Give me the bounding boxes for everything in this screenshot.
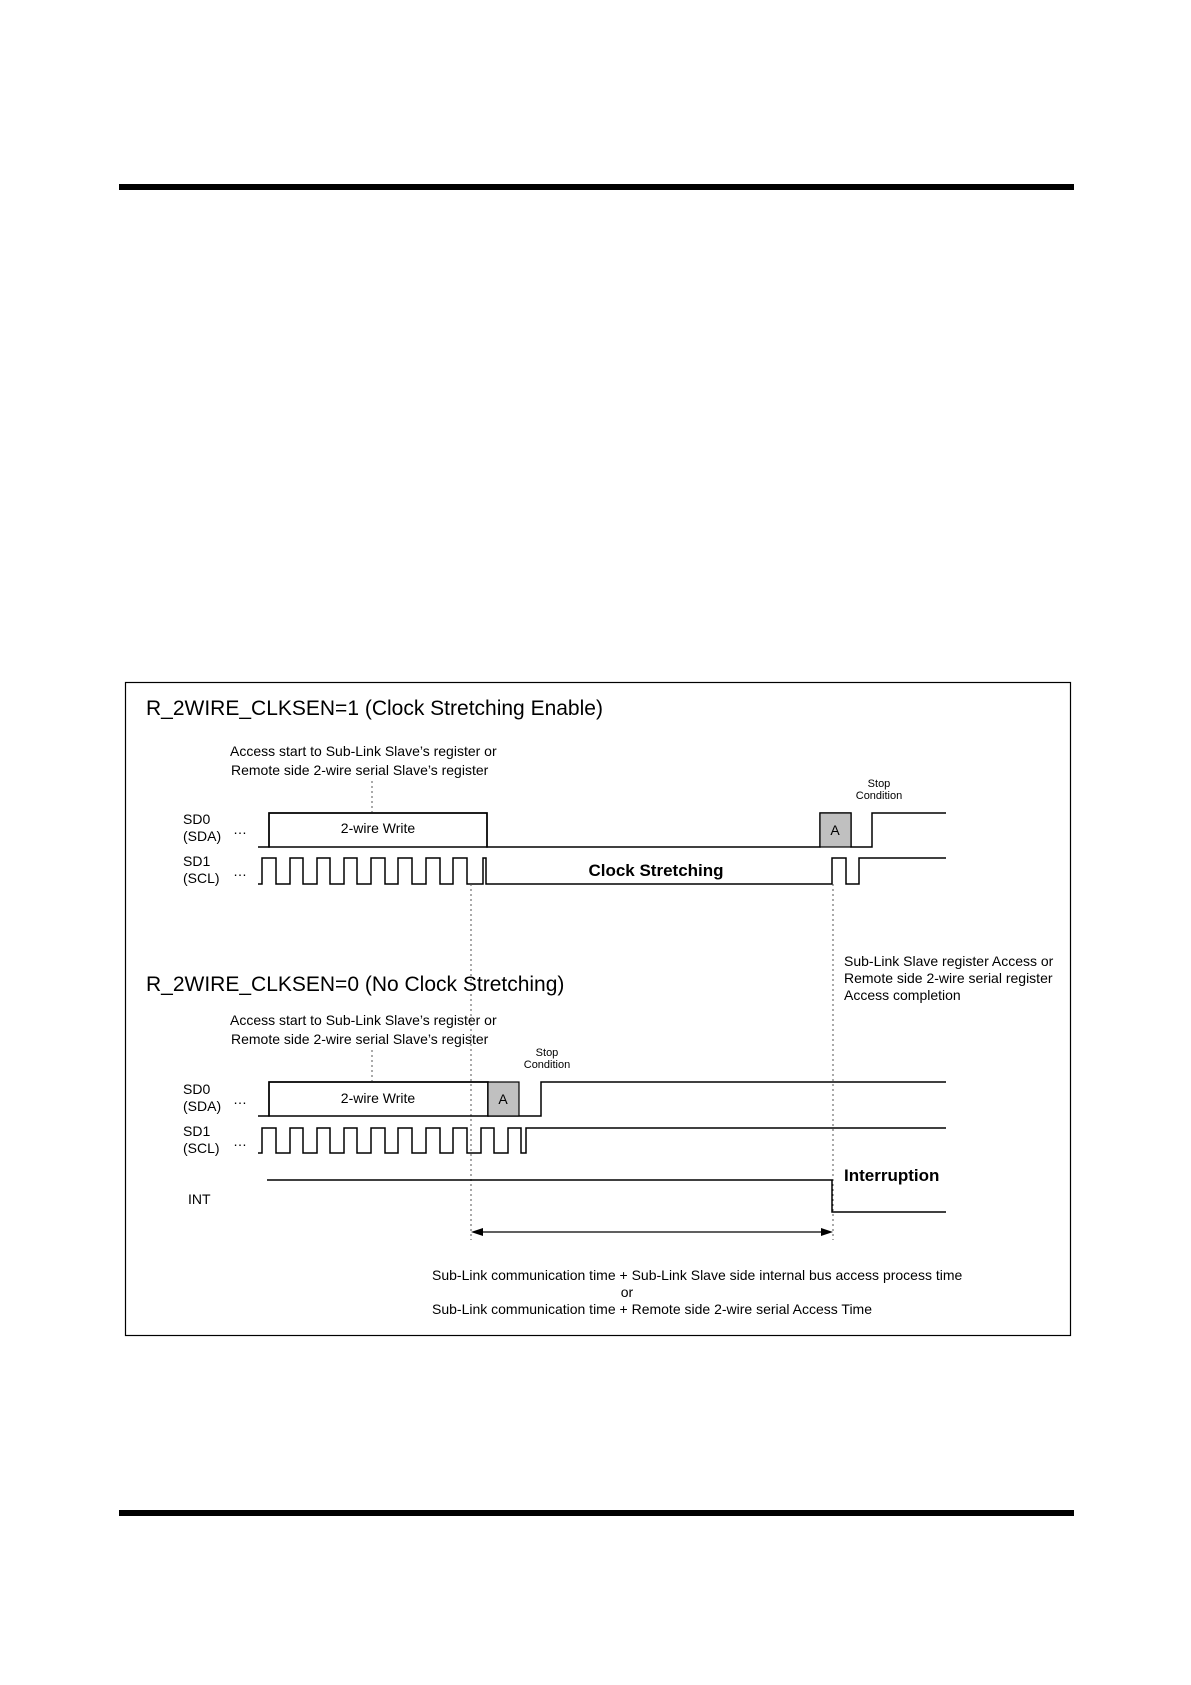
nostretch-scl-label: (SCL) <box>183 1140 220 1156</box>
nostretch-sda-dots: … <box>233 1091 247 1107</box>
stretch-ack-label: A <box>830 822 840 838</box>
nostretch-stop-label-line2: Condition <box>523 1059 571 1071</box>
nostretch-ack-label: A <box>498 1091 508 1107</box>
stretch-access-note-line2: Remote side 2-wire serial Slave’s register <box>231 762 489 778</box>
completion-note-line2: Remote side 2-wire serial register <box>844 970 1053 986</box>
stretch-clock-stretching-label: Clock Stretching <box>588 861 724 880</box>
nostretch-scl-waveform <box>258 1128 946 1153</box>
nostretch-access-note-line1: Access start to Sub-Link Slave’s register or <box>230 1012 497 1028</box>
nostretch-access-note-line2: Remote side 2-wire serial Slave’s register <box>231 1031 489 1047</box>
stretch-access-note-line1: Access start to Sub-Link Slave’s register or <box>230 743 497 759</box>
timing-arrow-left-head <box>471 1228 483 1236</box>
nostretch-sda-label: (SDA) <box>183 1098 222 1114</box>
stretch-sd0-label: SD0 <box>183 811 211 827</box>
timing-note-line1: Sub-Link communication time + Sub-Link Slave side internal bus access process time <box>432 1267 963 1283</box>
stretch-sda-dots: … <box>233 821 247 837</box>
nostretch-write-label: 2-wire Write <box>340 1090 416 1106</box>
nostretch-scl-dots: … <box>233 1133 247 1149</box>
stretch-scl-dots: … <box>233 863 247 879</box>
timing-note-line2: or <box>620 1284 634 1300</box>
nostretch-sd0-label: SD0 <box>183 1081 211 1097</box>
stretch-sd1-label: SD1 <box>183 853 211 869</box>
interruption-label: Interruption <box>844 1166 940 1185</box>
diagram-frame <box>126 683 1071 1336</box>
stretch-sda-label: (SDA) <box>183 828 222 844</box>
nostretch-stop-label-line1: Stop <box>535 1047 559 1059</box>
stretch-stop-label-line1: Stop <box>867 778 891 790</box>
stretch-title: R_2WIRE_CLKSEN=1 (Clock Stretching Enable) <box>146 697 603 720</box>
stretch-scl-label: (SCL) <box>183 870 220 886</box>
timing-note-line3: Sub-Link communication time + Remote side 2-wire serial Access Time <box>432 1301 873 1317</box>
timing-arrow-right-head <box>821 1228 833 1236</box>
completion-note-line3: Access completion <box>844 987 961 1003</box>
nostretch-title: R_2WIRE_CLKSEN=0 (No Clock Stretching) <box>146 973 565 996</box>
stretch-write-label: 2-wire Write <box>340 820 416 836</box>
completion-note-line1: Sub-Link Slave register Access or <box>844 953 1054 969</box>
nostretch-int-label: INT <box>188 1191 211 1207</box>
stretch-stop-label-line2: Condition <box>855 790 903 802</box>
nostretch-sd1-label: SD1 <box>183 1123 211 1139</box>
